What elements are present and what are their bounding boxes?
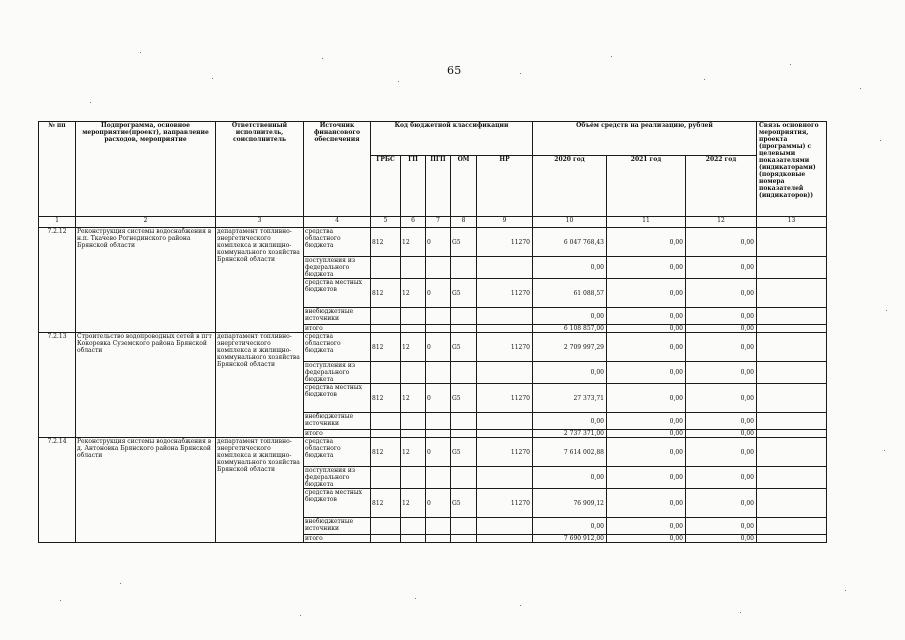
indicator-link-cell	[757, 333, 827, 362]
indicator-link-cell	[757, 308, 827, 325]
amount-2022-cell: 0,00	[686, 467, 757, 489]
scan-speck	[520, 73, 521, 74]
indicator-link-cell	[757, 257, 827, 279]
source-cell: внебюджетные источники	[304, 413, 371, 430]
col-number: 12	[686, 217, 757, 228]
amount-2022-cell: 0,00	[686, 489, 757, 518]
scan-speck	[212, 78, 213, 79]
header-link: Связь основного мероприятия, проекта (программы) с целевыми показателями (индикаторами) (порядковые номера показателей (индикаторов))	[757, 122, 827, 217]
om-cell: G5	[451, 438, 477, 467]
source-cell: средства местных бюджетов	[304, 489, 371, 518]
section-name: Реконструкция системы водоснабжения в д. Антоновка Брянского района Брянской области	[76, 438, 216, 543]
om-cell	[451, 362, 477, 384]
header-np: НР	[477, 156, 533, 217]
col-number: 2	[76, 217, 216, 228]
scan-speck	[886, 310, 887, 311]
budget-table	[38, 121, 827, 543]
amount-2022-cell: 0,00	[686, 535, 757, 543]
header-program: Подпрограмма, основное мероприятие(проект), направление расходов, мероприятие	[76, 122, 216, 217]
source-cell: внебюджетные источники	[304, 518, 371, 535]
source-cell: итого	[304, 325, 371, 333]
gp-cell: 12	[401, 279, 426, 308]
amount-2020-cell: 0,00	[533, 518, 607, 535]
source-cell: внебюджетные источники	[304, 308, 371, 325]
indicator-link-cell	[757, 228, 827, 257]
header-pgp: ПГП	[426, 156, 451, 217]
np-cell: 11270	[477, 333, 533, 362]
amount-2021-cell: 0,00	[607, 308, 686, 325]
om-cell	[451, 325, 477, 333]
col-number: 4	[304, 217, 371, 228]
om-cell: G5	[451, 279, 477, 308]
amount-2021-cell: 0,00	[607, 325, 686, 333]
scan-speck	[740, 612, 741, 613]
amount-2020-cell: 6 047 768,43	[533, 228, 607, 257]
source-cell: средства областного бюджета	[304, 438, 371, 467]
source-cell: средства областного бюджета	[304, 333, 371, 362]
gp-cell	[401, 518, 426, 535]
np-cell	[477, 467, 533, 489]
amount-2020-cell: 0,00	[533, 308, 607, 325]
amount-2020-cell: 2 709 997,29	[533, 333, 607, 362]
amount-2020-cell: 0,00	[533, 257, 607, 279]
amount-2022-cell: 0,00	[686, 518, 757, 535]
source-cell: поступления из федерального бюджета	[304, 257, 371, 279]
section-number: 7.2.14	[39, 438, 76, 543]
np-cell	[477, 518, 533, 535]
indicator-link-cell	[757, 535, 827, 543]
gp-cell	[401, 362, 426, 384]
om-cell	[451, 535, 477, 543]
source-cell: средства местных бюджетов	[304, 384, 371, 413]
col-number: 1	[39, 217, 76, 228]
amount-2021-cell: 0,00	[607, 430, 686, 438]
source-cell: поступления из федерального бюджета	[304, 467, 371, 489]
om-cell	[451, 467, 477, 489]
header-gp: ГП	[401, 156, 426, 217]
indicator-link-cell	[757, 384, 827, 413]
grbs-cell	[371, 325, 401, 333]
gp-cell: 12	[401, 228, 426, 257]
pgp-cell	[426, 413, 451, 430]
amount-2020-cell: 0,00	[533, 362, 607, 384]
om-cell: G5	[451, 489, 477, 518]
amount-2021-cell: 0,00	[607, 438, 686, 467]
grbs-cell	[371, 535, 401, 543]
indicator-link-cell	[757, 362, 827, 384]
source-cell: итого	[304, 535, 371, 543]
gp-cell	[401, 257, 426, 279]
om-cell	[451, 413, 477, 430]
source-cell: поступления из федерального бюджета	[304, 362, 371, 384]
amount-2022-cell: 0,00	[686, 279, 757, 308]
grbs-cell	[371, 413, 401, 430]
gp-cell	[401, 325, 426, 333]
amount-2020-cell: 0,00	[533, 413, 607, 430]
pgp-cell: 0	[426, 438, 451, 467]
grbs-cell	[371, 362, 401, 384]
amount-2022-cell: 0,00	[686, 333, 757, 362]
amount-2021-cell: 0,00	[607, 384, 686, 413]
om-cell: G5	[451, 228, 477, 257]
amount-2022-cell: 0,00	[686, 257, 757, 279]
scan-speck	[398, 81, 399, 82]
scan-speck	[880, 140, 881, 141]
amount-2021-cell: 0,00	[607, 228, 686, 257]
amount-2021-cell: 0,00	[607, 467, 686, 489]
amount-2020-cell: 2 737 371,00	[533, 430, 607, 438]
page-number: 65	[447, 64, 462, 77]
header-om: ОМ	[451, 156, 477, 217]
amount-2021-cell: 0,00	[607, 489, 686, 518]
om-cell	[451, 518, 477, 535]
section-name: Строительство водопроводных сетей в пгт Кокоревка Суземского района Брянской области	[76, 333, 216, 438]
pgp-cell: 0	[426, 279, 451, 308]
table-row	[39, 438, 827, 467]
indicator-link-cell	[757, 518, 827, 535]
amount-2021-cell: 0,00	[607, 362, 686, 384]
scan-speck	[90, 102, 91, 103]
col-number: 11	[607, 217, 686, 228]
scan-speck	[790, 64, 791, 65]
indicator-link-cell	[757, 430, 827, 438]
pgp-cell	[426, 308, 451, 325]
np-cell: 11270	[477, 279, 533, 308]
pgp-cell	[426, 257, 451, 279]
col-number: 6	[401, 217, 426, 228]
header-executor: Ответственный исполнитель, соисполнитель	[216, 122, 304, 217]
amount-2021-cell: 0,00	[607, 535, 686, 543]
np-cell: 11270	[477, 489, 533, 518]
np-cell	[477, 535, 533, 543]
amount-2021-cell: 0,00	[607, 518, 686, 535]
amount-2021-cell: 0,00	[607, 257, 686, 279]
np-cell	[477, 325, 533, 333]
indicator-link-cell	[757, 413, 827, 430]
amount-2021-cell: 0,00	[607, 279, 686, 308]
gp-cell	[401, 467, 426, 489]
amount-2021-cell: 0,00	[607, 413, 686, 430]
table-row	[39, 333, 827, 362]
scan-speck	[860, 88, 861, 89]
scan-speck	[704, 79, 705, 80]
amount-2022-cell: 0,00	[686, 430, 757, 438]
indicator-link-cell	[757, 438, 827, 467]
om-cell	[451, 257, 477, 279]
pgp-cell: 0	[426, 384, 451, 413]
grbs-cell	[371, 518, 401, 535]
amount-2020-cell: 7 614 002,88	[533, 438, 607, 467]
header-2022: 2022 год	[686, 156, 757, 217]
pgp-cell	[426, 467, 451, 489]
amount-2020-cell: 6 108 857,00	[533, 325, 607, 333]
pgp-cell: 0	[426, 489, 451, 518]
table-body	[39, 122, 827, 543]
pgp-cell	[426, 430, 451, 438]
om-cell: G5	[451, 333, 477, 362]
section-executor: департамент топливно-энергетического комплекса и жилищно-коммунального хозяйства Брянской области	[216, 438, 304, 543]
pgp-cell	[426, 362, 451, 384]
header-no: № пп	[39, 122, 76, 217]
indicator-link-cell	[757, 325, 827, 333]
grbs-cell	[371, 430, 401, 438]
grbs-cell	[371, 257, 401, 279]
gp-cell: 12	[401, 333, 426, 362]
scan-speck	[611, 56, 612, 57]
gp-cell	[401, 430, 426, 438]
col-number: 8	[451, 217, 477, 228]
grbs-cell	[371, 308, 401, 325]
indicator-link-cell	[757, 467, 827, 489]
scan-speck	[845, 590, 846, 591]
indicator-link-cell	[757, 279, 827, 308]
np-cell: 11270	[477, 438, 533, 467]
scan-speck	[140, 52, 141, 53]
col-number: 3	[216, 217, 304, 228]
header-budget-classification: Код бюджетной классификации	[371, 122, 533, 156]
om-cell	[451, 430, 477, 438]
gp-cell: 12	[401, 489, 426, 518]
source-cell: средства областного бюджета	[304, 228, 371, 257]
source-cell: средства местных бюджетов	[304, 279, 371, 308]
table-row	[39, 228, 827, 257]
col-number: 13	[757, 217, 827, 228]
amount-2020-cell: 61 088,57	[533, 279, 607, 308]
pgp-cell: 0	[426, 333, 451, 362]
np-cell	[477, 308, 533, 325]
gp-cell	[401, 308, 426, 325]
source-cell: итого	[304, 430, 371, 438]
amount-2022-cell: 0,00	[686, 228, 757, 257]
grbs-cell	[371, 467, 401, 489]
amount-2020-cell: 76 909,12	[533, 489, 607, 518]
scan-speck	[520, 605, 521, 606]
grbs-cell: 812	[371, 279, 401, 308]
amount-2020-cell: 27 373,71	[533, 384, 607, 413]
grbs-cell: 812	[371, 333, 401, 362]
np-cell	[477, 362, 533, 384]
gp-cell	[401, 413, 426, 430]
section-number: 7.2.12	[39, 228, 76, 333]
amount-2022-cell: 0,00	[686, 325, 757, 333]
np-cell: 11270	[477, 384, 533, 413]
col-number: 10	[533, 217, 607, 228]
header-source: Источник финансового обеспечения	[304, 122, 371, 217]
header-grbs: ГРБС	[371, 156, 401, 217]
scan-speck	[120, 583, 121, 584]
col-number: 7	[426, 217, 451, 228]
amount-2022-cell: 0,00	[686, 438, 757, 467]
om-cell: G5	[451, 384, 477, 413]
section-number: 7.2.13	[39, 333, 76, 438]
section-executor: департамент топливно-энергетического комплекса и жилищно-коммунального хозяйства Брянской области	[216, 228, 304, 333]
np-cell	[477, 430, 533, 438]
header-2021: 2021 год	[607, 156, 686, 217]
scan-speck	[300, 615, 301, 616]
section-executor: департамент топливно-энергетического комплекса и жилищно-коммунального хозяйства Брянской области	[216, 333, 304, 438]
pgp-cell	[426, 535, 451, 543]
scan-speck	[884, 450, 885, 451]
pgp-cell: 0	[426, 228, 451, 257]
column-numbers-row	[39, 217, 827, 228]
section-name: Реконструкция системы водоснабжения в н.п. Ткачево Рогнединского района Брянской области	[76, 228, 216, 333]
np-cell	[477, 413, 533, 430]
grbs-cell: 812	[371, 384, 401, 413]
amount-2022-cell: 0,00	[686, 308, 757, 325]
pgp-cell	[426, 518, 451, 535]
gp-cell: 12	[401, 384, 426, 413]
grbs-cell: 812	[371, 438, 401, 467]
header-volume: Объём средств на реализацию, рублей	[533, 122, 757, 156]
gp-cell: 12	[401, 438, 426, 467]
scan-speck	[322, 58, 323, 59]
om-cell	[451, 308, 477, 325]
indicator-link-cell	[757, 489, 827, 518]
np-cell	[477, 257, 533, 279]
gp-cell	[401, 535, 426, 543]
header-2020: 2020 год	[533, 156, 607, 217]
amount-2021-cell: 0,00	[607, 333, 686, 362]
col-number: 9	[477, 217, 533, 228]
amount-2022-cell: 0,00	[686, 384, 757, 413]
amount-2020-cell: 0,00	[533, 467, 607, 489]
scan-speck	[60, 600, 61, 601]
amount-2022-cell: 0,00	[686, 362, 757, 384]
scan-speck	[415, 598, 416, 599]
amount-2020-cell: 7 690 912,00	[533, 535, 607, 543]
amount-2022-cell: 0,00	[686, 413, 757, 430]
grbs-cell: 812	[371, 489, 401, 518]
grbs-cell: 812	[371, 228, 401, 257]
col-number: 5	[371, 217, 401, 228]
pgp-cell	[426, 325, 451, 333]
np-cell: 11270	[477, 228, 533, 257]
